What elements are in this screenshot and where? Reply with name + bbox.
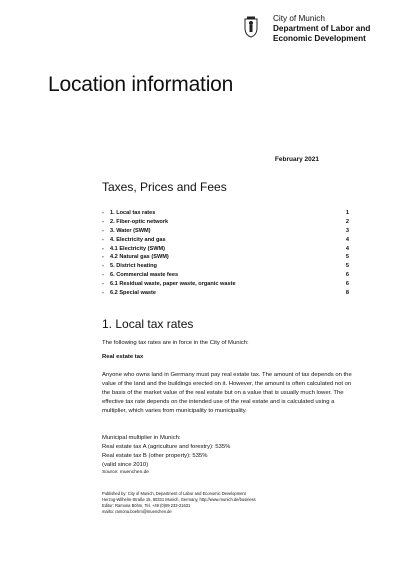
toc-dash: - (102, 210, 104, 216)
local-tax-heading: 1. Local tax rates (102, 317, 194, 331)
footer-line: Editor: Ramona Böhm, Tel. +49 (0)89 233-21631 (102, 503, 191, 508)
real-estate-tax-paragraph-text: Anyone who owns land in Germany must pay real estate tax. The amount of tax depends on the value of the land and the buildings erected on it. However, the amount is often calculated not on the basis of the market value of the real estate but on a value that is usually much lower. The effective tax rate depends on the intended use of the real estate and is calculated using a multiplier, which varies from municipality to municipality. (102, 372, 352, 414)
toc-row[interactable] (102, 218, 349, 227)
toc-page-number: 8 (345, 290, 349, 297)
toc-page-number: 6 (345, 272, 349, 279)
toc-page-number: 4 (345, 245, 349, 252)
multiplier-line: Real estate tax A (agriculture and forestry): 535% (102, 443, 231, 450)
real-estate-tax-paragraph (102, 371, 352, 416)
publisher-footer (102, 491, 362, 515)
header-dept-line2: Economic Development (273, 34, 366, 43)
real-estate-tax-heading: Real estate tax (102, 354, 144, 360)
toc-row[interactable] (102, 245, 349, 254)
toc-row[interactable] (102, 253, 349, 262)
toc-dash: - (102, 254, 104, 261)
toc-row[interactable] (102, 289, 349, 298)
toc-label: 6.2 Special waste (110, 290, 157, 297)
multiplier-line: Municipal multiplier in Munich: (102, 435, 181, 441)
toc-dash: - (102, 290, 104, 297)
toc-label: 2. Fiber-optic network (110, 218, 169, 225)
multiplier-line: Real estate tax B (other property): 535% (102, 452, 208, 459)
toc-dash: - (102, 272, 104, 279)
footer-line: mailto: ramona.boehm@muenchen.de (102, 509, 172, 514)
section-heading: Taxes, Prices and Fees (102, 180, 227, 194)
header-organization (273, 14, 370, 44)
toc-row[interactable] (102, 236, 349, 245)
header-city: City of Munich (273, 14, 325, 23)
toc-dash: - (102, 263, 104, 270)
toc-page-number: 1 (345, 210, 349, 216)
toc-page-number: 4 (345, 236, 349, 243)
toc-label: 6. Commercial waste fees (110, 272, 179, 279)
header-dept-line1: Department of Labor and (273, 24, 371, 33)
toc-label: 4.2 Natural gas (SWM) (110, 254, 169, 261)
toc-label: 1. Local tax rates (110, 210, 156, 216)
source-note: Source: muenchen.de (102, 470, 149, 475)
toc-dash: - (102, 245, 104, 252)
toc-label: 4. Electricity and gas (110, 236, 166, 243)
toc-page-number: 6 (345, 281, 349, 288)
toc-page-number: 5 (345, 263, 349, 270)
footer-line: Published by: City of Munich, Department of Labor and Economic Development (102, 491, 246, 496)
toc-label: 4.1 Electricity (SWM) (110, 245, 166, 252)
toc-label: 3. Water (SWM) (110, 227, 151, 234)
toc-row[interactable] (102, 262, 349, 271)
local-tax-intro: The following tax rates are in force in the City of Munich: (102, 340, 249, 346)
toc-row[interactable] (102, 280, 349, 289)
toc-page-number: 2 (345, 218, 349, 225)
page-title: Location information (48, 73, 234, 96)
toc-page-number: 3 (345, 227, 349, 234)
footer-line: Herzog-Wilhelm-Straße 15, 80331 Munich, Germany, http://www.munich.de/business (102, 497, 256, 502)
toc-label: 6.1 Residual waste, paper waste, organic waste (110, 281, 236, 288)
document-date: February 2021 (274, 156, 319, 163)
toc-dash: - (102, 218, 104, 225)
toc-dash: - (102, 281, 104, 288)
toc-page-number: 5 (345, 254, 349, 261)
toc-dash: - (102, 236, 104, 243)
multiplier-block (102, 434, 352, 470)
toc-row[interactable] (102, 209, 349, 218)
toc-dash: - (102, 227, 104, 234)
toc-label: 5. District heating (110, 263, 157, 270)
toc-row[interactable] (102, 227, 349, 236)
toc-row[interactable] (102, 271, 349, 280)
munich-coat-of-arms-icon (244, 16, 258, 38)
table-of-contents (102, 209, 349, 298)
multiplier-line: (valid since 2010) (102, 461, 149, 468)
